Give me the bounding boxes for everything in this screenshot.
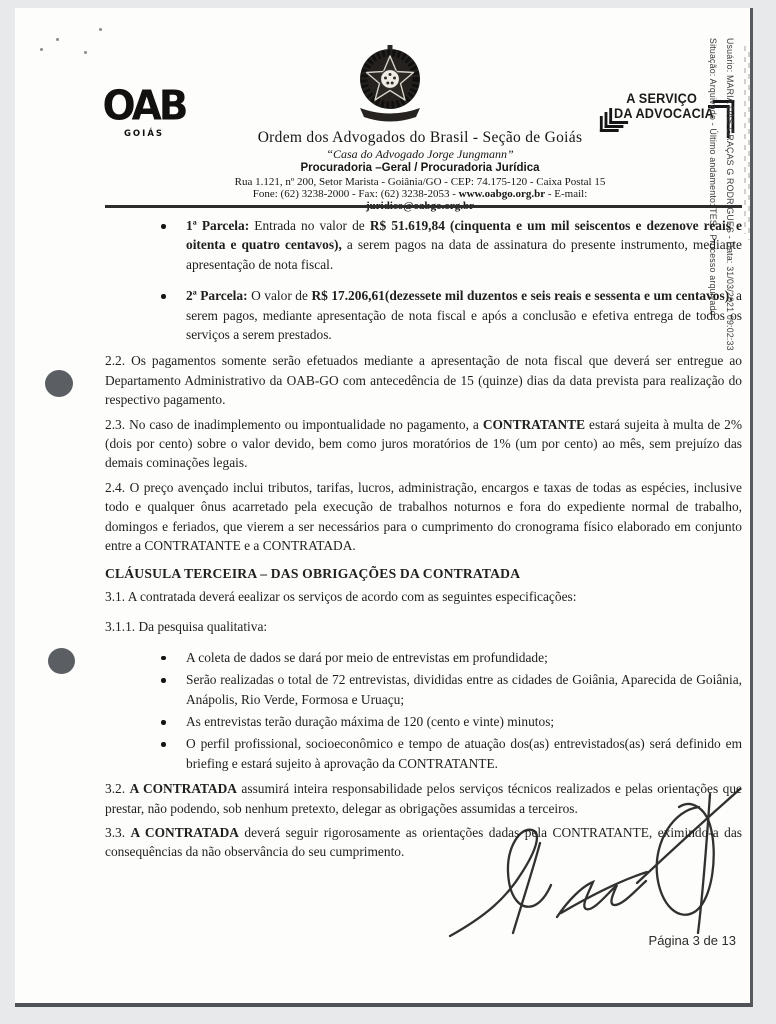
- side-faded-text-artifact: [744, 46, 746, 234]
- contract-body: [105, 205, 742, 862]
- bullet-icon: [161, 656, 166, 661]
- punch-hole-icon: [45, 370, 73, 397]
- qualitative-research-list: [105, 648, 742, 773]
- installment-1-text: 1ª Parcela: Entrada no valor de R$ 51.619,84 (cinquenta e um mil seiscentos e dezenove reais e oitenta e quatro centavos), a serem pagos na data de assinatura do presente instrumento, mediante apresentação de nota fiscal.: [186, 218, 742, 272]
- a-servico-da-advocacia-stamp: [598, 92, 744, 121]
- scan-speckle: [84, 51, 87, 54]
- clause-2-2: 2.2. Os pagamentos somente serão efetuados mediante a apresentação de nota fiscal que deverá ser entregue ao Departamento Administrativo da OAB-GO com antecedência de 15 (quinze) dias da data prevista para realização do respectivo pagamento.: [105, 353, 742, 408]
- research-bullet-2: Serão realizadas o total de 72 entrevistas, divididas entre as cidades de Goiânia, Aparecida de Goiânia, Anápolis, Rio Verde, Formosa e Uruaçu;: [186, 672, 742, 707]
- list-item: [105, 216, 742, 274]
- list-item: [105, 648, 742, 667]
- org-name: Ordem dos Advogados do Brasil - Seção de Goiás: [257, 129, 583, 146]
- list-item: [105, 734, 742, 773]
- oab-logo-subtext: GOIÁS: [123, 129, 165, 139]
- bullet-icon: [161, 742, 166, 747]
- side-user-line: Usuário: MARIA DAS GRAÇAS G RODRIGUES - Data: 31/03/2021 09:02:33: [725, 38, 735, 351]
- bullet-icon: [161, 224, 166, 229]
- clause-2-3: 2.3. No caso de inadimplemento ou impontualidade no pagamento, a CONTRATANTE estará sujeita à multa de 2% (dois por cento) sobre o valor devido, bem como juros moratórios de 1% (um por cento) ao mês, sem prejuízo das demais cominações legais.: [105, 416, 742, 471]
- oab-logo-text: OAB: [102, 83, 186, 130]
- research-bullet-1: A coleta de dados se dará por meio de entrevistas em profundidade;: [186, 649, 548, 665]
- payment-installments-list: [105, 216, 742, 344]
- list-item: [105, 286, 742, 344]
- scan-speckle: [99, 28, 102, 31]
- clause-3-2: 3.2. A CONTRATADA assumirá inteira responsabilidade pelos serviços técnicos realizados e pelas orientações que prestar, não podendo, sob nenhum pretexto, delegar as obrigações assumidas a terceiros.: [105, 781, 742, 816]
- list-item: [105, 670, 742, 709]
- clause-3-1: 3.1. A contratada deverá eealizar os serviços de acordo com as seguintes especificações:: [105, 588, 577, 604]
- clause-3-3: 3.3. A CONTRATADA deverá seguir rigorosamente as orientações dadas pela CONTRATANTE, eximindo-a das consequências da não observância do seu cumprimento.: [105, 824, 742, 860]
- address-line: Rua 1.121, nº 200, Setor Marista - Goiânia/GO - CEP: 74.175-120 - Caixa Postal 15: [234, 176, 606, 188]
- side-status-line: Situação: Arquivado - Último andamento: TES - Processo arquivado: [708, 38, 718, 316]
- department-line: Procuradoria –Geral / Procuradoria Jurídica: [300, 162, 540, 174]
- brazil-coat-of-arms-icon: [351, 44, 429, 132]
- bullet-icon: [161, 678, 166, 683]
- contact-line: Fone: (62) 3238-2000 - Fax: (62) 3238-2053 - www.oabgo.org.br - E-mail: juridico@oabgo.org.br: [252, 188, 588, 212]
- punch-hole-icon: [48, 648, 75, 674]
- org-motto: “Casa do Advogado Jorge Jungmann”: [326, 147, 514, 161]
- clause-2-4: 2.4. O preço avençado inclui tributos, tarifas, lucros, administração, encargos e taxas de todas as espécies, inclusive todo e qualquer ônus acarretado pela execução de trabalhos noturnos e fora do expediente normal de trabalho, domingos e feriados, que vierem a ser necessários para o cumprimento do cronograma físico elaborado em conjunto entre a CONTRATANTE e a CONTRATADA.: [105, 479, 742, 554]
- scan-speckle: [56, 38, 59, 41]
- scan-speckle: [40, 48, 43, 51]
- clause-3-1-1: 3.1.1. Da pesquisa qualitativa:: [105, 619, 268, 635]
- installment-2-text: 2ª Parcela: O valor de R$ 17.206,61(dezessete mil duzentos e seis reais e sessenta e um centavos), a serem pagos, mediante apresentação de nota fiscal e após a conclusão e efetiva entrega de todos os serviços a serem prestados.: [186, 288, 742, 343]
- side-faded-text-artifact: [748, 52, 750, 240]
- document-page: [15, 8, 753, 1007]
- list-item: [105, 712, 742, 731]
- clause-3-heading: CLÁUSULA TERCEIRA – DAS OBRIGAÇÕES DA CONTRATADA: [105, 565, 521, 581]
- stamp-line1: A SERVIÇO: [626, 91, 698, 106]
- stamp-bracket-icon: [609, 108, 628, 124]
- oab-goias-logo: [83, 83, 205, 139]
- page-number: Página 3 de 13: [648, 933, 736, 948]
- bullet-icon: [161, 294, 166, 299]
- research-bullet-4: O perfil profissional, socioeconômico e tempo de atuação dos(as) entrevistados(as) será definido em briefing e estará sujeito à aprovação da CONTRATANTE.: [186, 736, 742, 771]
- research-bullet-3: As entrevistas terão duração máxima de 120 (cento e vinte) minutos;: [186, 713, 555, 729]
- bullet-icon: [161, 720, 166, 725]
- stamp-line2: DA ADVOCACIA: [613, 106, 715, 121]
